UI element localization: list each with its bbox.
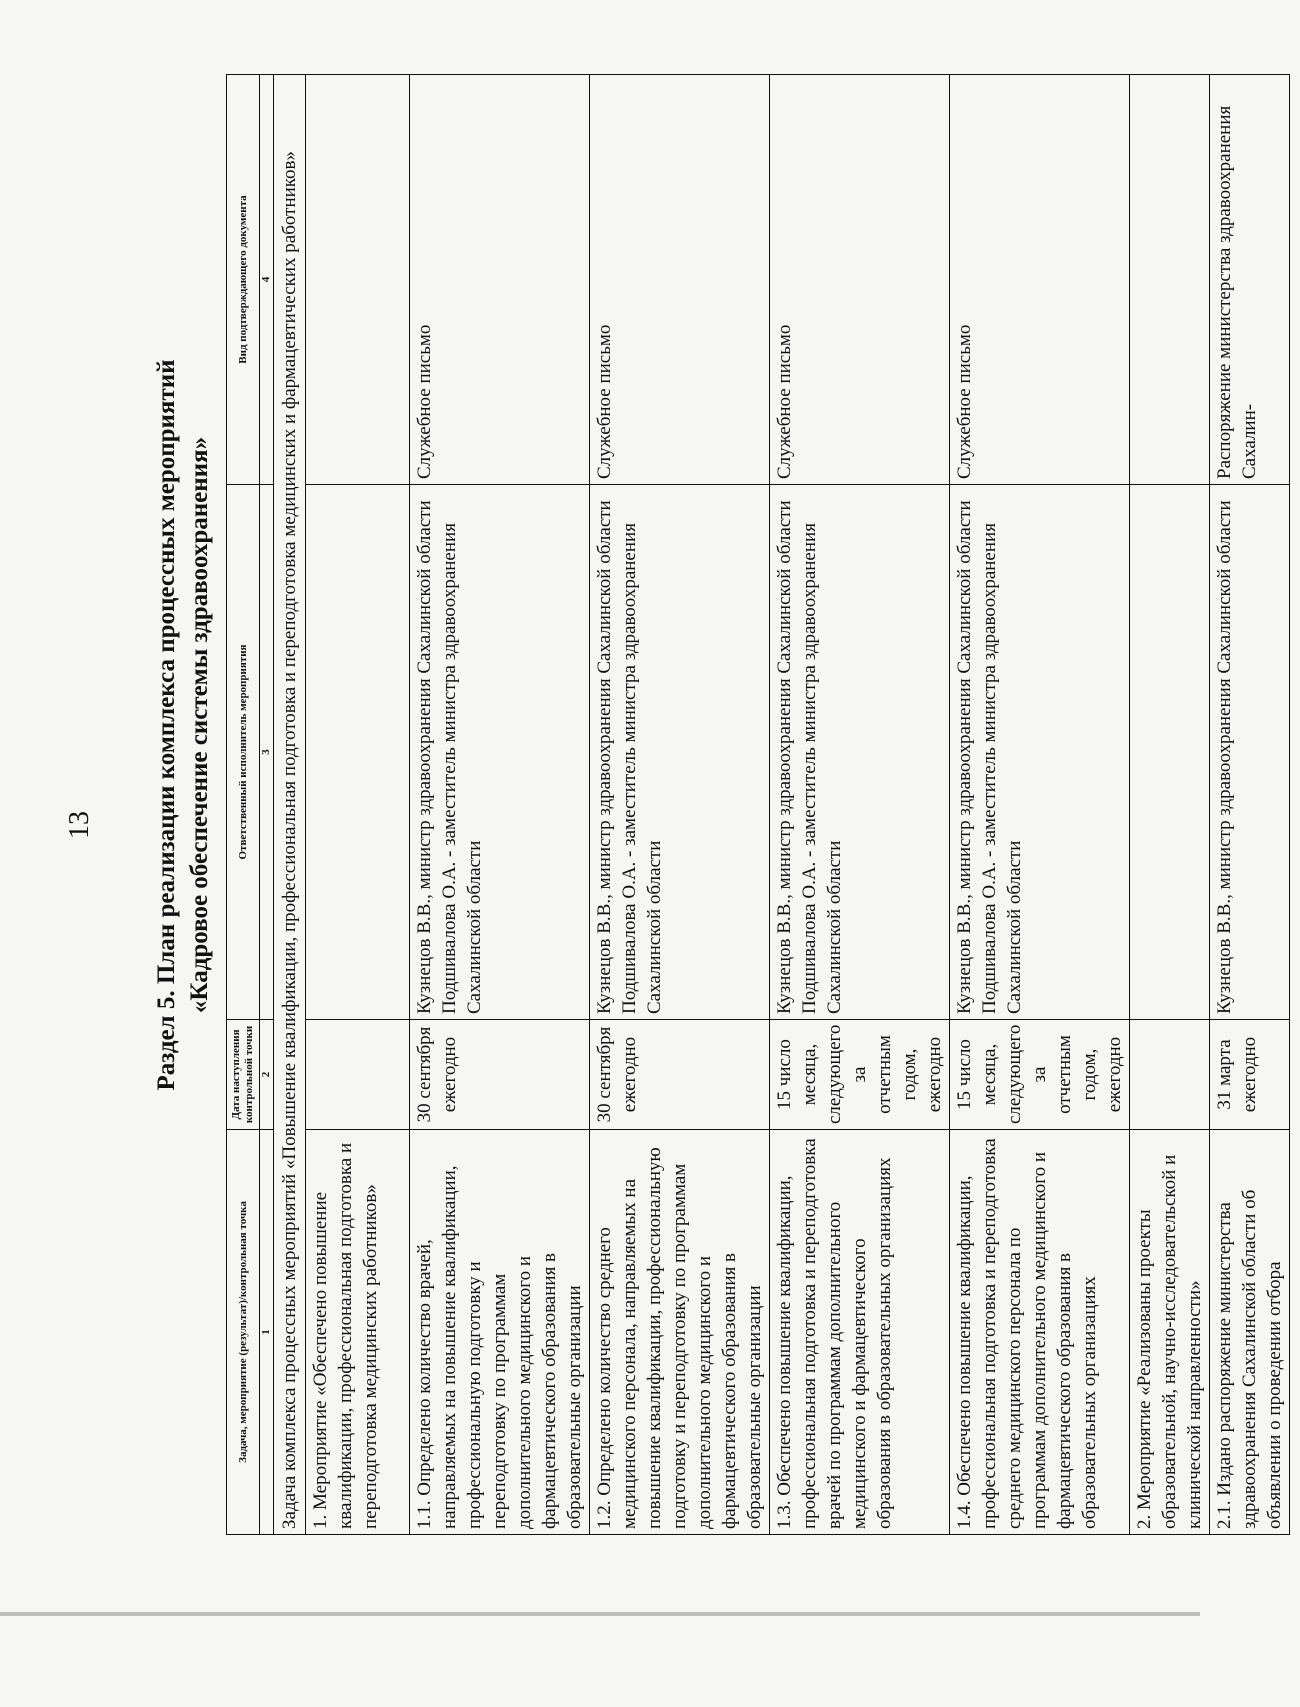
table-row bbox=[950, 75, 1130, 1535]
task-row bbox=[274, 75, 306, 1535]
column-number: 1 bbox=[260, 1130, 274, 1535]
responsible-cell bbox=[770, 485, 950, 1020]
responsible-cell bbox=[1210, 485, 1290, 1020]
responsible-line: Кузнецов В.В., министр здравоохранения Сахалинской области bbox=[414, 500, 435, 1014]
rotated-page bbox=[150, 0, 1300, 1535]
scan-edge bbox=[0, 1612, 1200, 1616]
measure-cell: 1. Мероприятие «Обеспечено повышение квалификации, профессиональная подготовка и переподготовка медицинских работников» bbox=[306, 1130, 410, 1535]
date-cell bbox=[1130, 1020, 1210, 1130]
document-cell: Служебное письмо bbox=[590, 75, 770, 485]
document-cell bbox=[1130, 75, 1210, 485]
responsible-line: Кузнецов В.В., министр здравоохранения Сахалинской области bbox=[594, 500, 615, 1014]
responsible-line: Подшивалова О.А. - заместитель министра здравоохранения Сахалинской области bbox=[439, 523, 485, 1014]
plan-table bbox=[226, 74, 1290, 1535]
column-number: 3 bbox=[260, 485, 274, 1020]
date-cell bbox=[306, 1020, 410, 1130]
responsible-cell bbox=[590, 485, 770, 1020]
responsible-line: Подшивалова О.А. - заместитель министра здравоохранения Сахалинской области bbox=[979, 523, 1025, 1014]
page-number: 13 bbox=[64, 811, 95, 839]
table-row bbox=[306, 75, 410, 1535]
table-row bbox=[1210, 75, 1290, 1535]
table-row bbox=[590, 75, 770, 1535]
document-cell: Служебное письмо bbox=[950, 75, 1130, 485]
page-title bbox=[150, 0, 216, 1535]
header-task: Задача, мероприятие (результат)/контрольная точка bbox=[227, 1130, 260, 1535]
table-row bbox=[1130, 75, 1210, 1535]
title-line-1: Раздел 5. План реализации комплекса процессных мероприятий bbox=[153, 359, 180, 1091]
date-cell: 30 сентября ежегодно bbox=[590, 1020, 770, 1130]
table-row bbox=[410, 75, 590, 1535]
header-responsible: Ответственный исполнитель мероприятия bbox=[227, 485, 260, 1020]
responsible-cell bbox=[410, 485, 590, 1020]
date-cell: 31 марта ежегодно bbox=[1210, 1020, 1290, 1130]
date-cell: 15 число месяца, следующего за отчетным годом, ежегодно bbox=[950, 1020, 1130, 1130]
column-number: 2 bbox=[260, 1020, 274, 1130]
header-date: Дата наступления контрольной точки bbox=[227, 1020, 260, 1130]
column-number-row bbox=[260, 75, 274, 1535]
date-cell: 15 число месяца, следующего за отчетным годом, ежегодно bbox=[770, 1020, 950, 1130]
responsible-line: Кузнецов В.В., министр здравоохранения Сахалинской области bbox=[954, 500, 975, 1014]
measure-cell: 1.4. Обеспечено повышение квалификации, профессиональная подготовка и переподготовка среднего медицинского персонала по программам дополнительного медицинского и фармацевтического образования в образовательных организациях bbox=[950, 1130, 1130, 1535]
column-number: 4 bbox=[260, 75, 274, 485]
measure-cell: 1.1. Определено количество врачей, направляемых на повышение квалификации, профессиональную подготовку и переподготовку по программам дополнительного медицинского и фармацевтического образования в образовательные организации bbox=[410, 1130, 590, 1535]
document-cell: Распоряжение министерства здравоохранения Сахалин- bbox=[1210, 75, 1290, 485]
measure-cell: 1.3. Обеспечено повышение квалификации, профессиональная подготовка и переподготовка врачей по программам дополнительного медицинского и фармацевтического образования в образовательных организациях bbox=[770, 1130, 950, 1535]
measure-cell: 1.2. Определено количество среднего медицинского персонала, направляемых на повышение квалификации, профессиональную подготовку и переподготовку по программам дополнительного медицинского и фармацевтического образования в образовательные организации bbox=[590, 1130, 770, 1535]
document-cell bbox=[306, 75, 410, 485]
title-line-2: «Кадровое обеспечение системы здравоохранения» bbox=[186, 436, 213, 1014]
measure-cell: 2. Мероприятие «Реализованы проекты образовательной, научно-исследовательской и клинической направленности» bbox=[1130, 1130, 1210, 1535]
table-row bbox=[770, 75, 950, 1535]
date-cell: 30 сентября ежегодно bbox=[410, 1020, 590, 1130]
responsible-line: Подшивалова О.А. - заместитель министра здравоохранения Сахалинской области bbox=[619, 523, 665, 1014]
document-cell: Служебное письмо bbox=[770, 75, 950, 485]
measure-cell: 2.1. Издано распоряжение министерства здравоохранения Сахалинской области об объявлении о проведении отбора bbox=[1210, 1130, 1290, 1535]
document-cell: Служебное письмо bbox=[410, 75, 590, 485]
task-cell: Задача комплекса процессных мероприятий «Повышение квалификации, профессиональная подготовка и переподготовка медицинских и фармацевтических работников» bbox=[274, 75, 306, 1535]
responsible-line: Подшивалова О.А. - заместитель министра здравоохранения Сахалинской области bbox=[799, 523, 845, 1014]
responsible-line: Кузнецов В.В., министр здравоохранения Сахалинской области bbox=[774, 500, 795, 1014]
header-document: Вид подтверждающего документа bbox=[227, 75, 260, 485]
responsible-cell bbox=[306, 485, 410, 1020]
responsible-cell bbox=[1130, 485, 1210, 1020]
responsible-cell bbox=[950, 485, 1130, 1020]
responsible-line: Кузнецов В.В., министр здравоохранения Сахалинской области bbox=[1214, 500, 1235, 1014]
table-header-row bbox=[227, 75, 260, 1535]
